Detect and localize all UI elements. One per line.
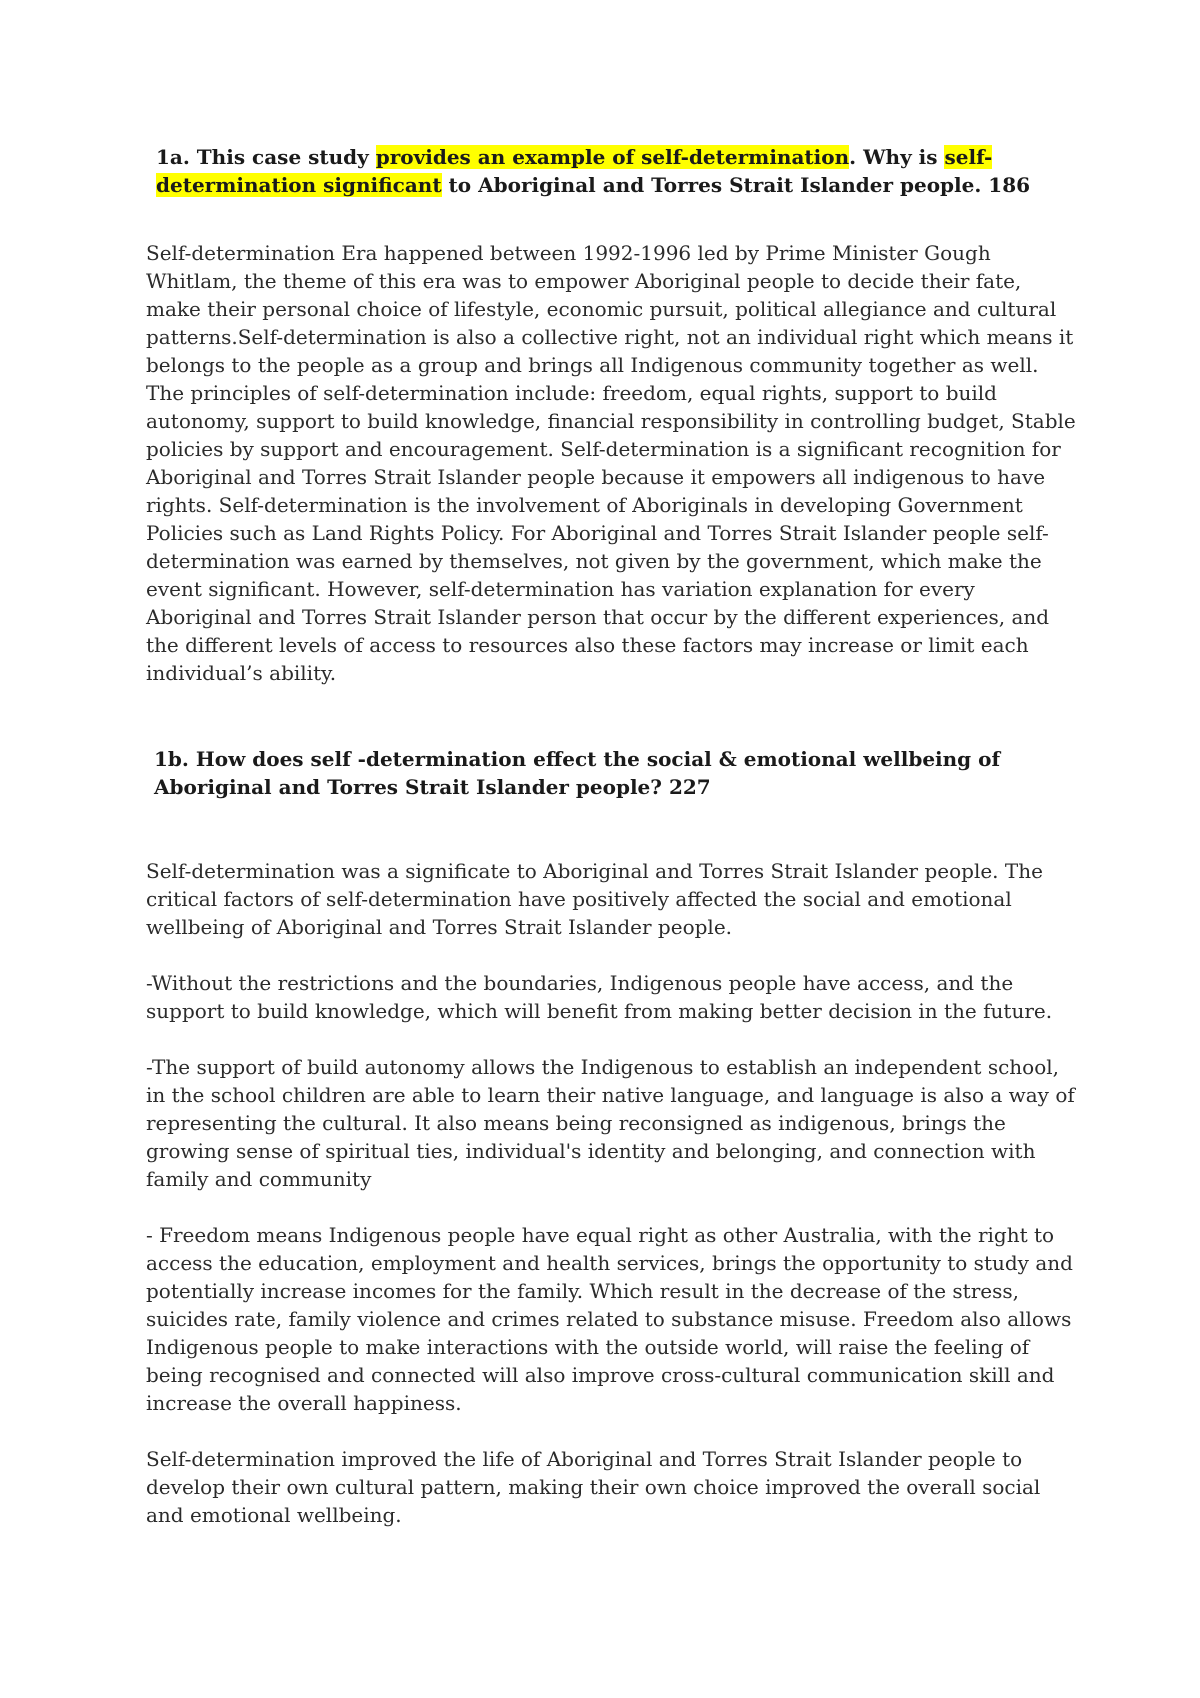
q1a-highlight-example: provides an example of self-determination — [375, 145, 850, 169]
q1a-highlight-self: self- — [944, 145, 993, 169]
q1a-heading-part1: 1a. This case study — [156, 145, 376, 169]
question-1a-answer: Self-determination Era happened between 1992-1996 led by Prime Minister Gough Whitlam, the theme of this era was to empower Aboriginal people to decide their fate, make their personal choice of lifestyle, economic pursuit, political allegiance and cultural patterns.Self-determination is also a collective right, not an individual right which means it belongs to the people as a group and brings all Indigenous community together as well. The principles of self-determination include: freedom, equal rights, support to build autonomy, support to build knowledge, financial responsibility in controlling budget, Stable policies by support and encouragement. Self-determination is a significant recognition for Aboriginal and Torres Strait Islander people because it empowers all indigenous to have rights. Self-determination is the involvement of Aboriginals in developing Government Policies such as Land Rights Policy. For Aboriginal and Torres Strait Islander people self-determination was earned by themselves, not given by the government, which make the event significant. However, self-determination has variation explanation for every Aboriginal and Torres Strait Islander person that occur by the different experiences, and the different levels of access to resources also these factors may increase or limit each individual’s ability. — [146, 241, 1076, 685]
question-1b-point-knowledge: -Without the restrictions and the boundaries, Indigenous people have access, and the support to build knowledge, which will benefit from making better decision in the future. — [146, 971, 1053, 1023]
question-1b-conclusion: Self-determination improved the life of Aboriginal and Torres Strait Islander people to develop their own cultural pattern, making their own choice improved the overall social and emotional wellbeing. — [146, 1447, 1041, 1527]
question-1b-point-autonomy: -The support of build autonomy allows the Indigenous to establish an independent school, in the school children are able to learn their native language, and language is also a way of representing the cultural. It also means being reconsigned as indigenous, brings the growing sense of spiritual ties, individual's identity and belonging, and connection with family and community — [146, 1055, 1075, 1191]
q1a-highlight-significant: determination significant — [156, 173, 442, 197]
question-1b-heading: 1b. How does self -determination effect the social & emotional wellbeing of Aboriginal and Torres Strait Islander people? 227 — [154, 747, 1001, 799]
question-1b-intro: Self-determination was a significate to Aboriginal and Torres Strait Islander people. The critical factors of self-determination have positively affected the social and emotional wellbeing of Aboriginal and Torres Strait Islander people. — [146, 859, 1043, 939]
q1a-heading-part2: . Why is — [849, 145, 945, 169]
q1a-heading-part3: to Aboriginal and Torres Strait Islander people. 186 — [441, 173, 1031, 197]
question-1a-heading — [146, 143, 1076, 199]
document-page — [146, 143, 1076, 1529]
question-1b-point-freedom: - Freedom means Indigenous people have equal right as other Australia, with the right to access the education, employment and health services, brings the opportunity to study and potentially increase incomes for the family. Which result in the decrease of the stress, suicides rate, family violence and crimes related to substance misuse. Freedom also allows Indigenous people to make interactions with the outside world, will raise the feeling of being recognised and connected will also improve cross-cultural communication skill and increase the overall happiness. — [146, 1223, 1073, 1415]
